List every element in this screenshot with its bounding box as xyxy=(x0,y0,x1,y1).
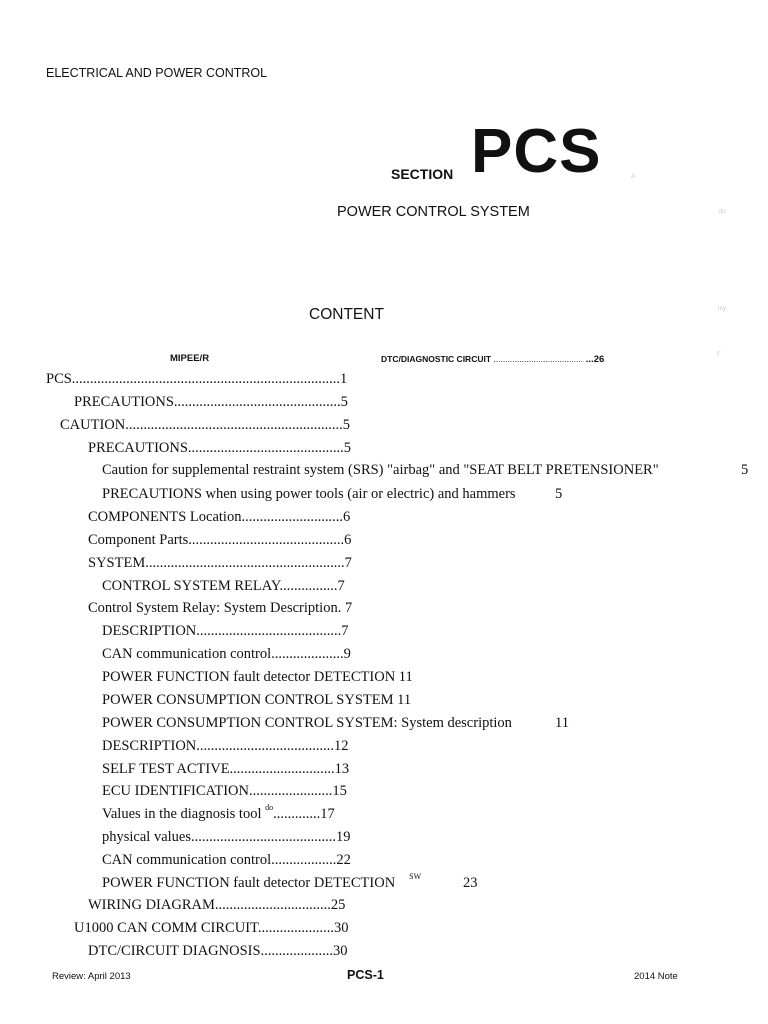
toc-entry-text: Values in the diagnosis tool xyxy=(102,806,262,822)
toc-entry[interactable] xyxy=(102,461,659,479)
toc-entry-text: CONTROL SYSTEM RELAY................7 xyxy=(102,578,345,594)
toc-entry-text: PRECAUTIONS..............................................5 xyxy=(74,394,348,410)
toc-entry[interactable] xyxy=(88,896,345,914)
toc-superscript: do xyxy=(265,803,274,812)
toc-entry-page: 11 xyxy=(555,715,569,731)
toc-entry-text: POWER FUNCTION fault detector DETECTION 11 xyxy=(102,669,413,685)
toc-entry-text: POWER CONSUMPTION CONTROL SYSTEM: System description xyxy=(102,715,512,731)
toc-entry[interactable] xyxy=(46,370,347,388)
toc-entry-leader: .............17 xyxy=(273,806,335,822)
toc-entry-text: CAN communication control..................22 xyxy=(102,852,351,868)
toc-entry-page: 23 xyxy=(463,875,478,891)
toc-entry[interactable] xyxy=(102,828,351,846)
toc-entry[interactable] xyxy=(102,645,351,663)
section-title: POWER CONTROL SYSTEM xyxy=(337,204,530,220)
toc-entry[interactable] xyxy=(74,393,348,411)
page-number: PCS-1 xyxy=(347,968,384,982)
toc-entry[interactable] xyxy=(102,622,349,640)
toc-entry-text: Control System Relay: System Description. 7 xyxy=(88,600,353,616)
margin-mark: F xyxy=(717,352,721,358)
margin-mark: A xyxy=(631,174,636,180)
toc-entry-text: PCS..........................................................................1 xyxy=(46,371,348,387)
toc-entry[interactable] xyxy=(102,851,351,869)
toc-entry[interactable] xyxy=(102,577,345,595)
margin-mark: do xyxy=(719,209,726,215)
section-label: SECTION xyxy=(391,166,454,182)
toc-entry[interactable] xyxy=(102,737,349,755)
toc-entry[interactable] xyxy=(88,554,352,572)
toc-entry-text: WIRING DIAGRAM................................25 xyxy=(88,897,346,913)
toc-entry-text: POWER FUNCTION fault detector DETECTION xyxy=(102,875,396,891)
toc-entry-text: DESCRIPTION......................................12 xyxy=(102,738,349,754)
toc-entry[interactable] xyxy=(88,531,351,549)
toc-entry-text: CAN communication control....................9 xyxy=(102,646,351,662)
toc-entry-text: DESCRIPTION........................................7 xyxy=(102,623,349,639)
toc-entry[interactable] xyxy=(102,874,421,892)
toc-entry-page: 5 xyxy=(741,462,749,478)
toc-entry-text: SYSTEM.......................................................7 xyxy=(88,555,352,571)
content-heading: CONTENT xyxy=(309,306,384,323)
toc-entry[interactable] xyxy=(102,805,335,823)
toc-entry-text: Component Parts...........................................6 xyxy=(88,532,352,548)
toc-entry[interactable] xyxy=(88,599,352,617)
toc-entry-text: SELF TEST ACTIVE.............................13 xyxy=(102,761,350,777)
toc-entry[interactable] xyxy=(88,942,348,960)
toc-entry-text: PRECAUTIONS when using power tools (air or electric) and hammers xyxy=(102,486,516,502)
section-code: PCS xyxy=(471,117,602,186)
toc-entry-text: DTC/CIRCUIT DIAGNOSIS....................30 xyxy=(88,943,348,959)
toc-entry[interactable] xyxy=(102,760,349,778)
toc-entry[interactable] xyxy=(60,416,350,434)
toc-entry-text: POWER CONSUMPTION CONTROL SYSTEM 11 xyxy=(102,692,412,708)
toc-entry-page: 5 xyxy=(555,486,563,502)
right-column-page: ...26 xyxy=(583,354,605,365)
margin-mark: my xyxy=(718,306,726,312)
toc-entry[interactable] xyxy=(102,485,516,503)
footer-model: 2014 Note xyxy=(634,971,678,982)
toc-entry[interactable] xyxy=(102,691,411,709)
toc-entry-text: Caution for supplemental restraint system (SRS) "airbag" and "SEAT BELT PRETENSIONER" xyxy=(102,462,659,478)
toc-entry[interactable] xyxy=(88,508,350,526)
toc-entry[interactable] xyxy=(102,782,347,800)
toc-entry-text: physical values........................................19 xyxy=(102,829,351,845)
toc-entry-text: ECU IDENTIFICATION.......................15 xyxy=(102,783,347,799)
toc-entry-text: PRECAUTIONS...........................................5 xyxy=(88,440,352,456)
toc-entry-text: U1000 CAN COMM CIRCUIT.....................30 xyxy=(74,920,349,936)
toc-entry[interactable] xyxy=(88,439,351,457)
right-column-leader: ...................................... xyxy=(491,354,584,364)
toc-entry[interactable] xyxy=(102,668,413,686)
toc-entry-text: CAUTION............................................................5 xyxy=(60,417,350,433)
right-column-entry[interactable] xyxy=(381,354,604,365)
right-column-label: DTC/DIAGNOSTIC CIRCUIT xyxy=(381,354,492,364)
left-column-heading: MIPEE/R xyxy=(170,353,210,364)
toc-entry-text: COMPONENTS Location............................6 xyxy=(88,509,351,525)
toc-entry[interactable] xyxy=(102,714,512,732)
document-category: ELECTRICAL AND POWER CONTROL xyxy=(46,66,268,80)
toc-superscript: SW xyxy=(409,872,422,881)
footer-review-date: Review: April 2013 xyxy=(52,971,131,982)
toc-entry[interactable] xyxy=(74,919,348,937)
